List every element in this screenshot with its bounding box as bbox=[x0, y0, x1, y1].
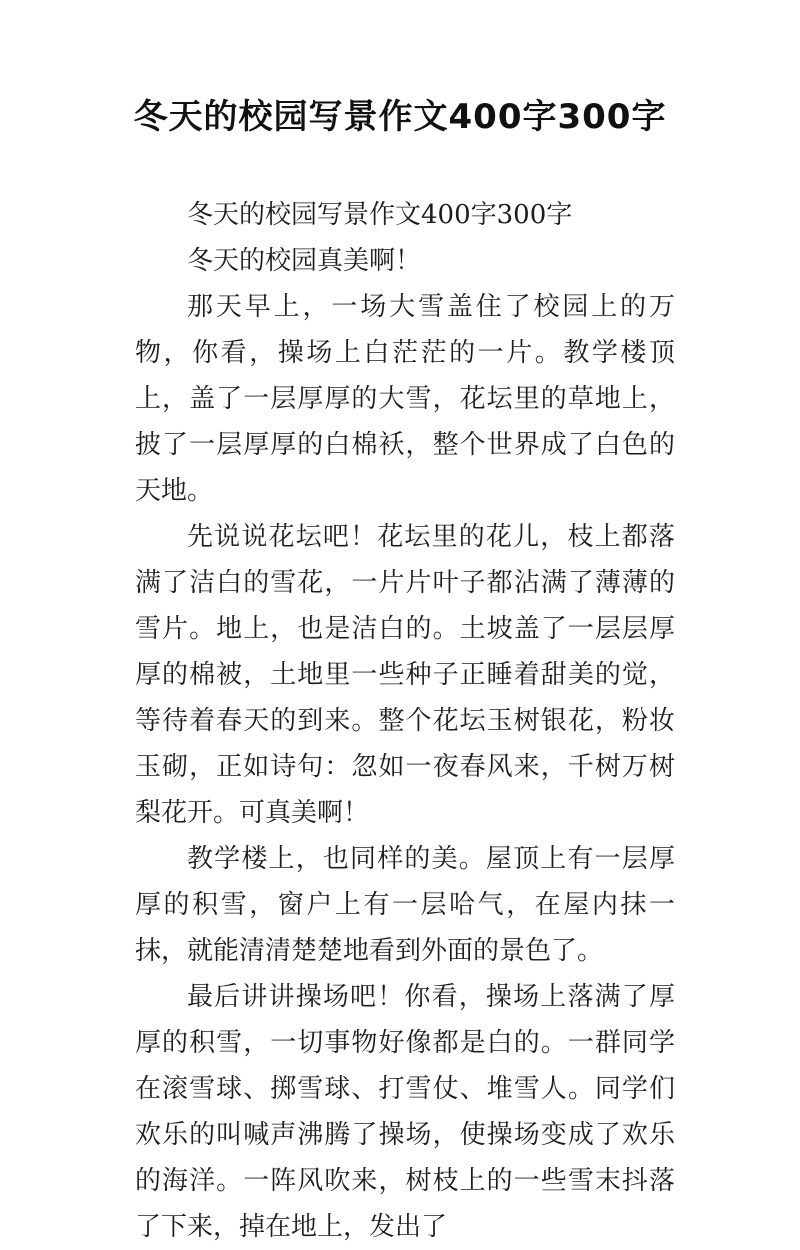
document-body bbox=[135, 192, 675, 1250]
document-title: 冬天的校园写景作文400字300字 bbox=[133, 97, 667, 137]
playground-paragraph: 最后讲讲操场吧！你看，操场上落满了厚厚的积雪，一切事物好像都是白的。一群同学在滚雪球、掷雪球、打雪仗、堆雪人。同学们欢乐的叫喊声沸腾了操场，使操场变成了欢乐的海洋。一阵风吹来，树枝上的一些雪末抖落了下来，掉在地上，发出了 bbox=[135, 982, 675, 1242]
intro-paragraph: 冬天的校园真美啊！ bbox=[187, 246, 422, 276]
subtitle-paragraph: 冬天的校园写景作文400字300字 bbox=[187, 200, 573, 230]
flower-bed-paragraph: 先说说花坛吧！花坛里的花儿，枝上都落满了洁白的雪花，一片片叶子都沾满了薄薄的雪片。地上，也是洁白的。土坡盖了一层层厚厚的棉被，土地里一些种子正睡着甜美的觉，等待着春天的到来。整个花坛玉树银花，粉妆玉砌，正如诗句：忽如一夜春风来，千树万树梨花开。可真美啊！ bbox=[135, 522, 675, 828]
morning-snow-paragraph: 那天早上，一场大雪盖住了校园上的万物，你看，操场上白茫茫的一片。教学楼顶上，盖了一层厚厚的大雪，花坛里的草地上，披了一层厚厚的白棉袄，整个世界成了白色的天地。 bbox=[135, 292, 675, 506]
teaching-building-paragraph: 教学楼上，也同样的美。屋顶上有一层厚厚的积雪，窗户上有一层哈气，在屋内抹一抹，就能清清楚楚地看到外面的景色了。 bbox=[135, 844, 675, 966]
